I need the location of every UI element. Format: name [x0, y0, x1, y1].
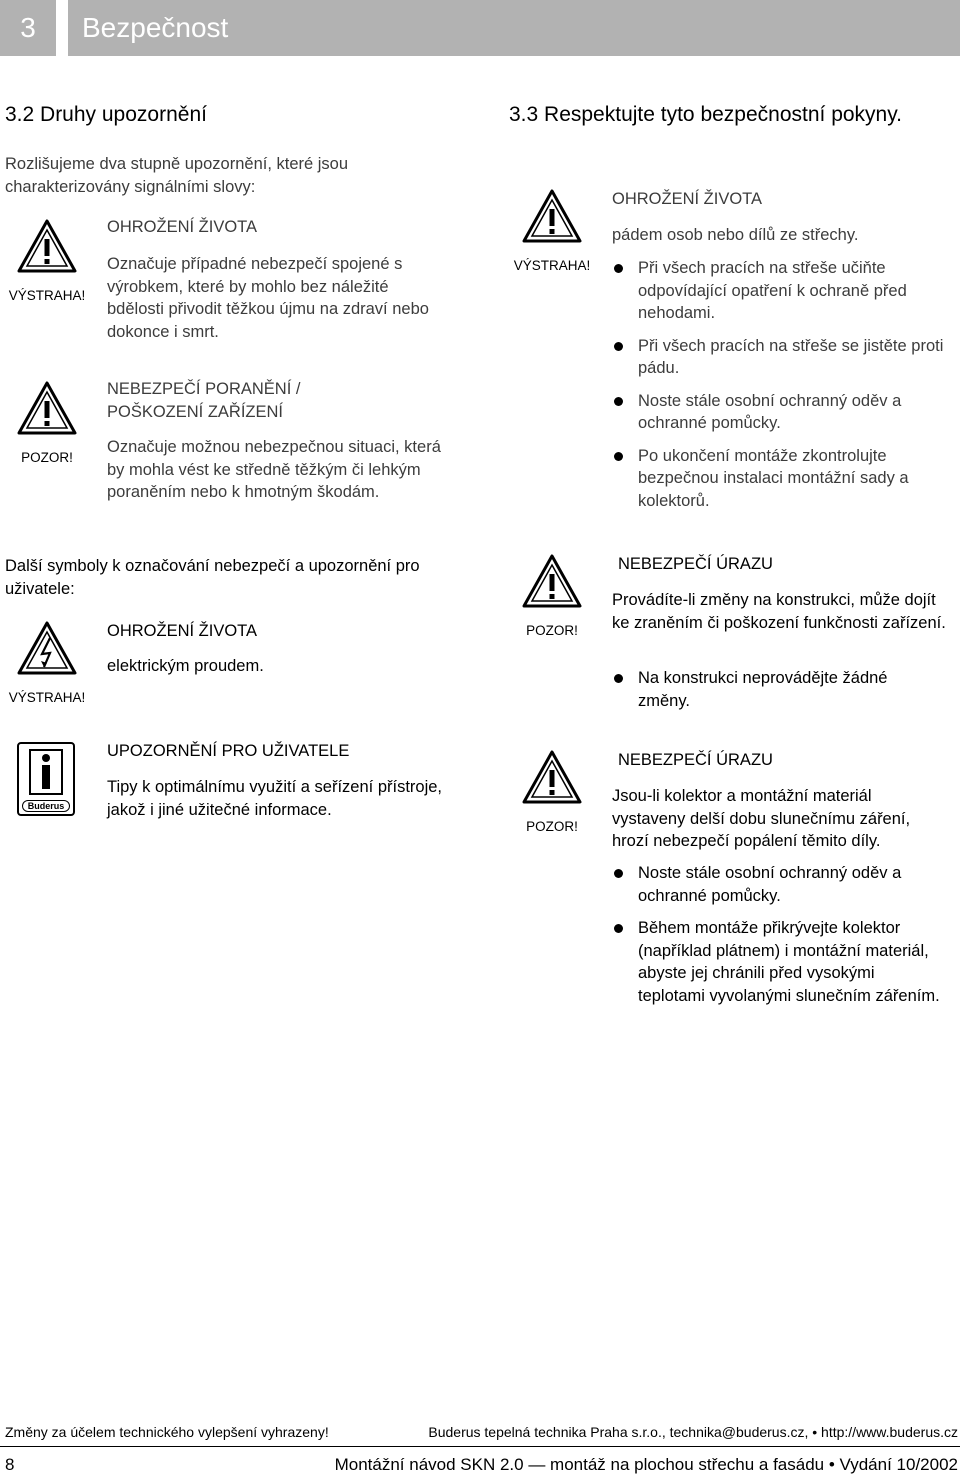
electric-text: elektrickým proudem. [107, 657, 264, 675]
caution-triangle-icon [16, 380, 78, 436]
footer-left-note: Změny za účelem technického vylepšení vyhrazeny! [5, 1424, 329, 1440]
block1-subtitle: pádem osob nebo dílů ze střechy. [612, 226, 859, 244]
list-item: Při všech pracích na střeše se jistěte proti pádu. [612, 335, 947, 380]
list-item: Noste stále osobní ochranný oděv a ochranné pomůcky. [612, 862, 942, 907]
list-item: Po ukončení montáže zkontrolujte bezpečnou instalaci montážní sady a kolektorů. [612, 445, 947, 513]
more-symbols-text: Další symboly k označování nebezpečí a upozornění pro uživatele: [5, 557, 420, 598]
warning-triangle-icon [16, 218, 78, 274]
block2-text: Provádíte-li změny na konstrukci, může dojít ke zraněním či poškození funkčnosti zařízení. [612, 591, 946, 632]
warning-text: Označuje případné nebezpečí spojené s výrobkem, které by mohlo bez náležité bdělosti přivodit těžkou újmu na zdraví nebo dokonce i smrt. [107, 255, 429, 341]
caution-label: POZOR! [526, 819, 578, 834]
block2-title: NEBEZPEČÍ ÚRAZU [618, 555, 773, 573]
block1-title: OHROŽENÍ ŽIVOTA [612, 190, 763, 208]
caution-label: POZOR! [526, 623, 578, 638]
chapter-number: 3 [0, 0, 56, 56]
user-note-title: UPOZORNĚNÍ PRO UŽIVATELE [107, 742, 350, 760]
caution-label: POZOR! [21, 450, 73, 465]
block3-text: Jsou-li kolektor a montážní materiál vystaveny delší dobu slunečnímu záření, hrozí nebezpečí popálení těmito díly. [612, 787, 911, 850]
footer-divider [0, 1446, 960, 1447]
electric-hazard-icon [16, 620, 78, 676]
user-note-text: Tipy k optimálnímu využití a seřízení přístroje, jakož i jiné užitečné informace. [107, 778, 443, 819]
caution-title-line2: POŠKOZENÍ ZAŘÍZENÍ [107, 403, 284, 421]
section-heading-3-2: 3.2 Druhy upozornění [5, 103, 207, 126]
list-item: Noste stále osobní ochranný oděv a ochranné pomůcky. [612, 390, 947, 435]
page-number: 8 [5, 1455, 15, 1474]
warning-label: VÝSTRAHA! [8, 288, 86, 303]
document-title: Montážní návod SKN 2.0 — montáž na plochou střechu a fasádu • Vydání 10/2002 [334, 1455, 958, 1474]
footer-right-note: Buderus tepelná technika Praha s.r.o., technika@buderus.cz, • http://www.buderus.cz [428, 1424, 958, 1440]
info-icon [17, 742, 75, 816]
chapter-title: Bezpečnost [68, 0, 960, 56]
block3-title: NEBEZPEČÍ ÚRAZU [618, 751, 773, 769]
caution-text: Označuje možnou nebezpečnou situaci, která by mohla vést ke středně těžkým či lehkým poraněním nebo k hmotným škodám. [107, 438, 441, 501]
warning-label: VÝSTRAHA! [513, 258, 591, 273]
warning-triangle-icon [521, 188, 583, 244]
block3-bullet-list [612, 862, 942, 1017]
caution-triangle-icon [521, 553, 583, 609]
list-item: Během montáže přikrývejte kolektor (například plátnem) i montážní materiál, abyste jej chránili před vysokými teplotami vyvolanými slunečním zářením. [612, 917, 942, 1007]
warning-title: OHROŽENÍ ŽIVOTA [107, 218, 258, 236]
list-item: Na konstrukci neprovádějte žádné změny. [612, 667, 912, 712]
electric-warning-label: VÝSTRAHA! [8, 690, 86, 705]
caution-triangle-icon [521, 749, 583, 805]
section-intro: Rozlišujeme dva stupně upozornění, které jsou charakterizovány signálními slovy: [5, 155, 349, 196]
electric-title: OHROŽENÍ ŽIVOTA [107, 622, 258, 640]
section-heading-3-3: 3.3 Respektujte tyto bezpečnostní pokyny. [509, 103, 903, 126]
brand-logo: Buderus [22, 800, 70, 812]
list-item: Při všech pracích na střeše učiňte odpovídající opatření k ochraně před nehodami. [612, 257, 947, 325]
block1-bullet-list [612, 257, 947, 522]
caution-title-line1: NEBEZPEČÍ PORANĚNÍ / [107, 380, 301, 398]
block2-bullet-list [612, 667, 912, 722]
